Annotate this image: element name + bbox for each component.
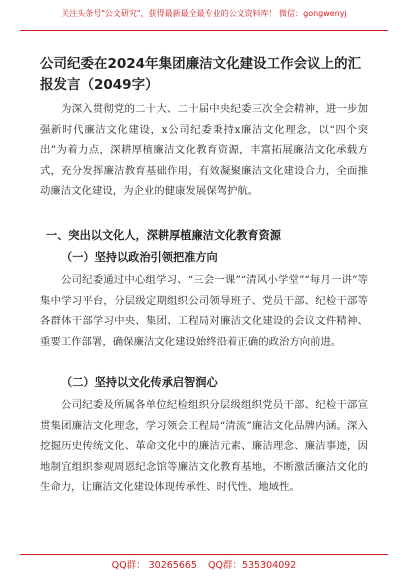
section-heading-1: 一、突出以文化人，深耕厚植廉洁文化教育资源 [46,229,281,242]
subsection-heading-1: （一）坚持以政治引领把准方向 [61,251,218,264]
subsection-1-paragraph: 公司纪委通过中心组学习、“三会一课”“清风小学堂”“每月一讲”等集中学习平台，分层级定期组织公司领导班子、党员干部、纪检干部等各群体干部学习中央、集团、工程局对廉洁文化建设的会议文件精神、重要工作部署，确保廉洁文化建设始终沿着正确的政治方向前进。 [40,274,368,348]
intro-paragraph: 为深入贯彻党的二十大、二十届中央纪委三次全会精神，进一步加强新时代廉洁文化建设，x公司纪委秉持x廉洁文化理念，以“四个突出”为着力点，深耕厚植廉洁文化教育资源，丰富拓展廉洁文化承载方式，充分发挥廉洁教育基础作用，有效凝聚廉洁文化建设合力，全面推动廉洁文化建设，为企业的健康发展保驾护航。 [40,103,368,198]
header-divider [20,30,388,31]
footer [0,557,408,571]
subsection-2-paragraph: 公司纪委及所属各单位纪检组织分层级组织党员干部、纪检干部宣贯集团廉洁文化理念，学习领会工程局“清流”廉洁文化品牌内涵。深入挖掘历史传统文化、革命文化中的廉洁元素、廉洁理念、廉洁事迹，因地制宜组织参观周恩纪念馆等廉洁文化教育基地，不断激活廉洁文化的生命力，让廉洁文化建设体现传承性、时代性、地域性。 [40,399,368,494]
subsection-heading-2: （二）坚持以文化传承启智润心 [61,376,218,389]
document-title: 公司纪委在2024年集团廉洁文化建设工作会议上的汇报发言（2049字） [40,56,362,93]
footer-divider [20,554,388,555]
footer-qq-group-2: QQ群：535304092 [208,560,297,571]
header-banner: 关注头条号"公文研究"，获得最新最全最专业的公文资料库！ 微信：gongwenyj [61,9,347,18]
footer-qq-group-1: QQ群： 30265665 [111,560,197,571]
